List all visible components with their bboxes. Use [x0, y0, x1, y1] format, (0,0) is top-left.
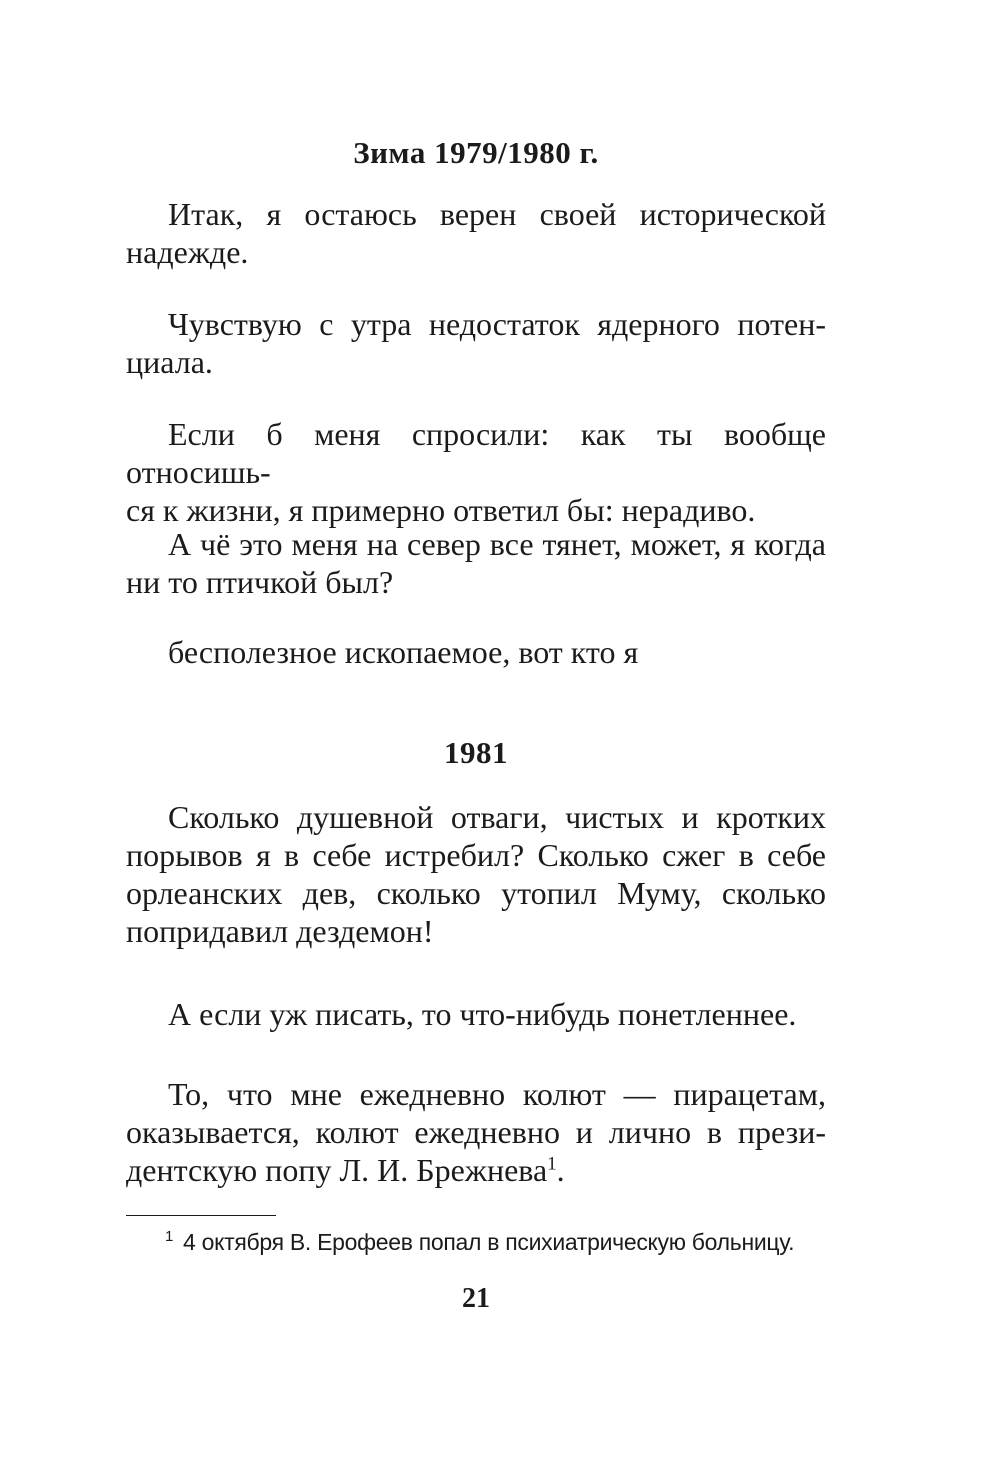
paragraph-line: Если б меня спросили: как ты вообще относишь- — [126, 416, 826, 490]
paragraph-line: ся к жизни, я примерно ответил бы: нерадиво. — [126, 492, 756, 528]
footnote-divider — [126, 1215, 276, 1216]
section-heading: Зима 1979/1980 г. — [353, 135, 599, 170]
paragraph-line: оказывается, колют ежедневно и лично в прези- — [126, 1114, 826, 1150]
paragraph — [126, 305, 826, 381]
paragraph-line: А если уж писать, то что-нибудь понетленнее. — [168, 996, 797, 1032]
paragraph-line: Чувствую с утра недостаток ядерного потен- — [168, 306, 826, 342]
paragraph-line — [126, 1151, 826, 1189]
footnote-text: 4 октября В. Ерофеев попал в психиатрическую больницу. — [183, 1229, 795, 1255]
paragraph — [126, 195, 826, 271]
paragraph-line: Итак, я остаюсь верен своей исторической — [168, 196, 826, 232]
paragraph-line: А чё это меня на север все тянет, может, я когда — [168, 526, 826, 562]
footnote — [165, 1228, 865, 1256]
paragraph-line-tail: . — [556, 1152, 565, 1188]
paragraph-line: То, что мне ежедневно колют — пирацетам, — [168, 1076, 826, 1112]
paragraph-line: попридавил дездемон! — [126, 913, 434, 949]
paragraph-line: надежде. — [126, 234, 249, 270]
page-number: 21 — [462, 1283, 490, 1314]
paragraph-line: ни то птичкой был? — [126, 564, 394, 600]
paragraph — [126, 1075, 826, 1189]
paragraph — [126, 633, 826, 671]
section-heading: 1981 — [444, 735, 508, 770]
paragraph — [126, 525, 826, 601]
paragraph-line: бесполезное ископаемое, вот кто я — [168, 634, 639, 670]
paragraph — [126, 415, 826, 529]
footnote-reference[interactable]: 1 — [547, 1153, 557, 1175]
paragraph-line: Сколько душевной отваги, чистых и кротких — [168, 799, 826, 835]
paragraph-line: циала. — [126, 344, 213, 380]
paragraph — [126, 995, 826, 1033]
paragraph-line: орлеанских дев, сколько утопил Муму, сколько — [126, 875, 826, 911]
footnote-mark: 1 — [165, 1228, 174, 1246]
paragraph-line: порывов я в себе истребил? Сколько сжег в себе — [126, 837, 826, 873]
paragraph-line-text: дентскую попу Л. И. Брежнева — [126, 1152, 548, 1188]
paragraph — [126, 798, 826, 950]
